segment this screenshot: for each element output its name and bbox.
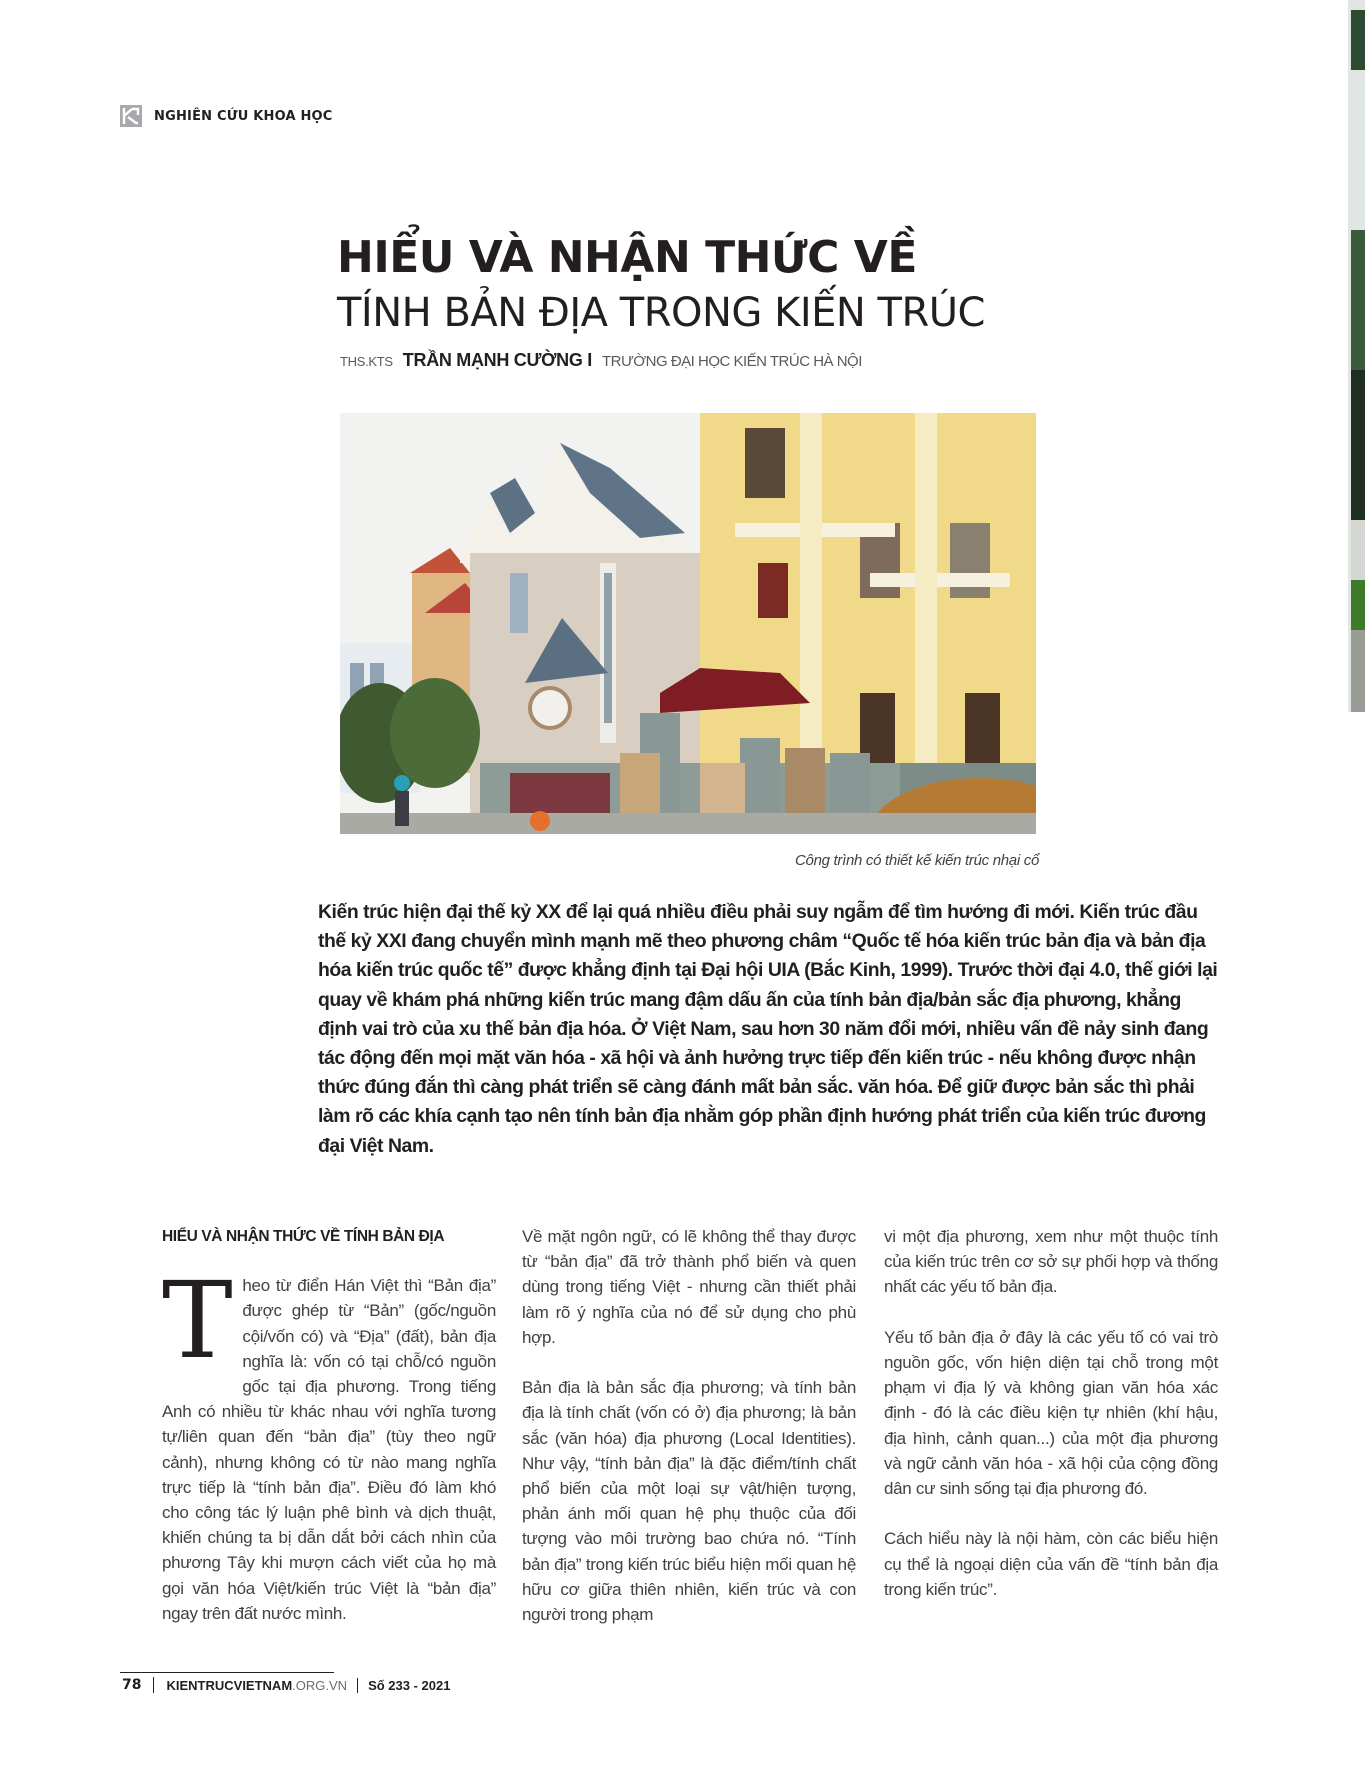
section-label: NGHIÊN CỨU KHOA HỌC [154,108,333,124]
paragraph: Bản địa là bản sắc địa phương; và tính bản địa là tính chất (vốn có ở) địa phương; là bản sắc (văn hóa) địa phương (Local Identities). Như vậy, “tính bản địa” là đặc điểm/tính chất phổ biến của một loại sự vật/hiện tượng, phản ánh mối quan hệ phụ thuộc của đối tượng vào môi trường bao chứa nó. “Tính bản địa” trong kiến trúc biểu hiện mối quan hệ hữu cơ giữa thiên nhiên, kiến trúc và con người trong phạm [522,1378,856,1625]
website[interactable] [154,1678,358,1693]
issue-number: Số 233 - 2021 [368,1677,451,1693]
section-header [120,102,333,130]
paragraph: Cách hiểu này là nội hàm, còn các biểu hiện cụ thể là ngoại diện của vấn đề “tính bản địa trong kiến trúc”. [884,1529,1218,1599]
website-bold: KIENTRUCVIETNAM [166,1677,293,1693]
article-photo [340,413,1036,834]
adjacent-page-photo [1348,0,1365,712]
author-degree: THS.KTS [340,354,393,369]
paragraph [162,1259,496,1626]
paragraph-text: heo từ điển Hán Việt thì “Bản địa” được ghép từ “Bản” (gốc/nguồn cội/vốn có) và “Địa” (đất), bản địa nghĩa là: vốn có tại chỗ/có nguồn gốc tại địa phương. Trong tiếng Anh có nhiều từ khác nhau với nghĩa tương tự/liên quan đến “bản địa” (tùy theo ngữ cảnh), nhưng không có từ nào mang nghĩa trực tiếp là “tính bản địa”. Điều đó làm khó cho công tác lý luận phê bình và dịch thuật, khiến chúng ta bị dẫn dắt bởi cách nhìn của phương Tây khi mượn cách viết của họ mà gọi văn hóa Việt/kiến trúc Việt là “bản địa” ngay trên đất nước mình. [162,1276,496,1623]
page-footer [122,1677,450,1693]
magazine-logo-icon [120,105,142,127]
page-number: 78 [122,1677,154,1693]
website-domain: .ORG.VN [292,1677,348,1693]
photo-caption: Công trình có thiết kế kiến trúc nhại cổ [795,852,1039,869]
footer-rule [120,1672,334,1673]
article-title-line-2: TÍNH BẢN ĐỊA TRONG KIẾN TRÚC [337,290,985,336]
byline [340,350,862,371]
paragraph: vi một địa phương, xem như một thuộc tính của kiến trúc trên cơ sở sự phối hợp và thống nhất các yếu tố bản địa. [884,1227,1218,1297]
paragraph: Về mặt ngôn ngữ, có lẽ không thể thay được từ “bản địa” đã trở thành phổ biến và quen dùng trong tiếng Việt - nhưng cần thiết phải làm rõ ý nghĩa của nó để sử dụng cho phù hợp. [522,1227,856,1347]
article-title-line-1: HIỂU VÀ NHẬN THỨC VỀ [337,232,917,283]
lead-paragraph: Kiến trúc hiện đại thế kỷ XX để lại quá nhiều điều phải suy ngẫm để tìm hướng đi mới. Kiến trúc đầu thế kỷ XXI đang chuyển mình mạnh mẽ theo phương châm “Quốc tế hóa kiến trúc bản địa và bản địa hóa kiến trúc quốc tế” được khẳng định tại Đại hội UIA (Bắc Kinh, 1999). Trước thời đại 4.0, thế giới lại quay về khám phá những kiến trúc mang đậm dấu ấn của tính bản địa/bản sắc địa phương, khẳng định vai trò của xu thế bản địa hóa. Ở Việt Nam, sau hơn 30 năm đổi mới, nhiều vấn đề nảy sinh đang tác động đến mọi mặt văn hóa - xã hội và ảnh hưởng trực tiếp đến kiến trúc - nếu không được nhận thức đúng đắn thì càng phát triển sẽ càng đánh mất bản sắc. văn hóa. Để giữ được bản sắc thì phải làm rõ các khía cạnh tạo nên tính bản địa nhằm góp phần định hướng phát triển của kiến trúc đương đại Việt Nam. [318,901,1218,1157]
body-column-3 [884,1224,1218,1627]
section-heading: HIỂU VÀ NHẬN THỨC VỀ TÍNH BẢN ĐỊA [162,1228,445,1245]
drop-cap: T [162,1259,233,1383]
author-affiliation: TRƯỜNG ĐẠI HỌC KIẾN TRÚC HÀ NỘI [601,353,862,370]
body-column-2 [522,1224,856,1652]
author-name: TRẦN MẠNH CƯỜNG I [402,350,592,370]
paragraph: Yếu tố bản địa ở đây là các yếu tố có vai trò nguồn gốc, vốn hiện diện tại chỗ trong một phạm vi địa lý và không gian văn hóa xác định - đó là các điều kiện tự nhiên (khí hậu, địa hình, cảnh quan...) của một địa phương và ngữ cảnh văn hóa - xã hội của cộng đồng dân cư sinh sống tại địa phương đó. [884,1327,1218,1499]
body-column-1 [162,1224,496,1651]
